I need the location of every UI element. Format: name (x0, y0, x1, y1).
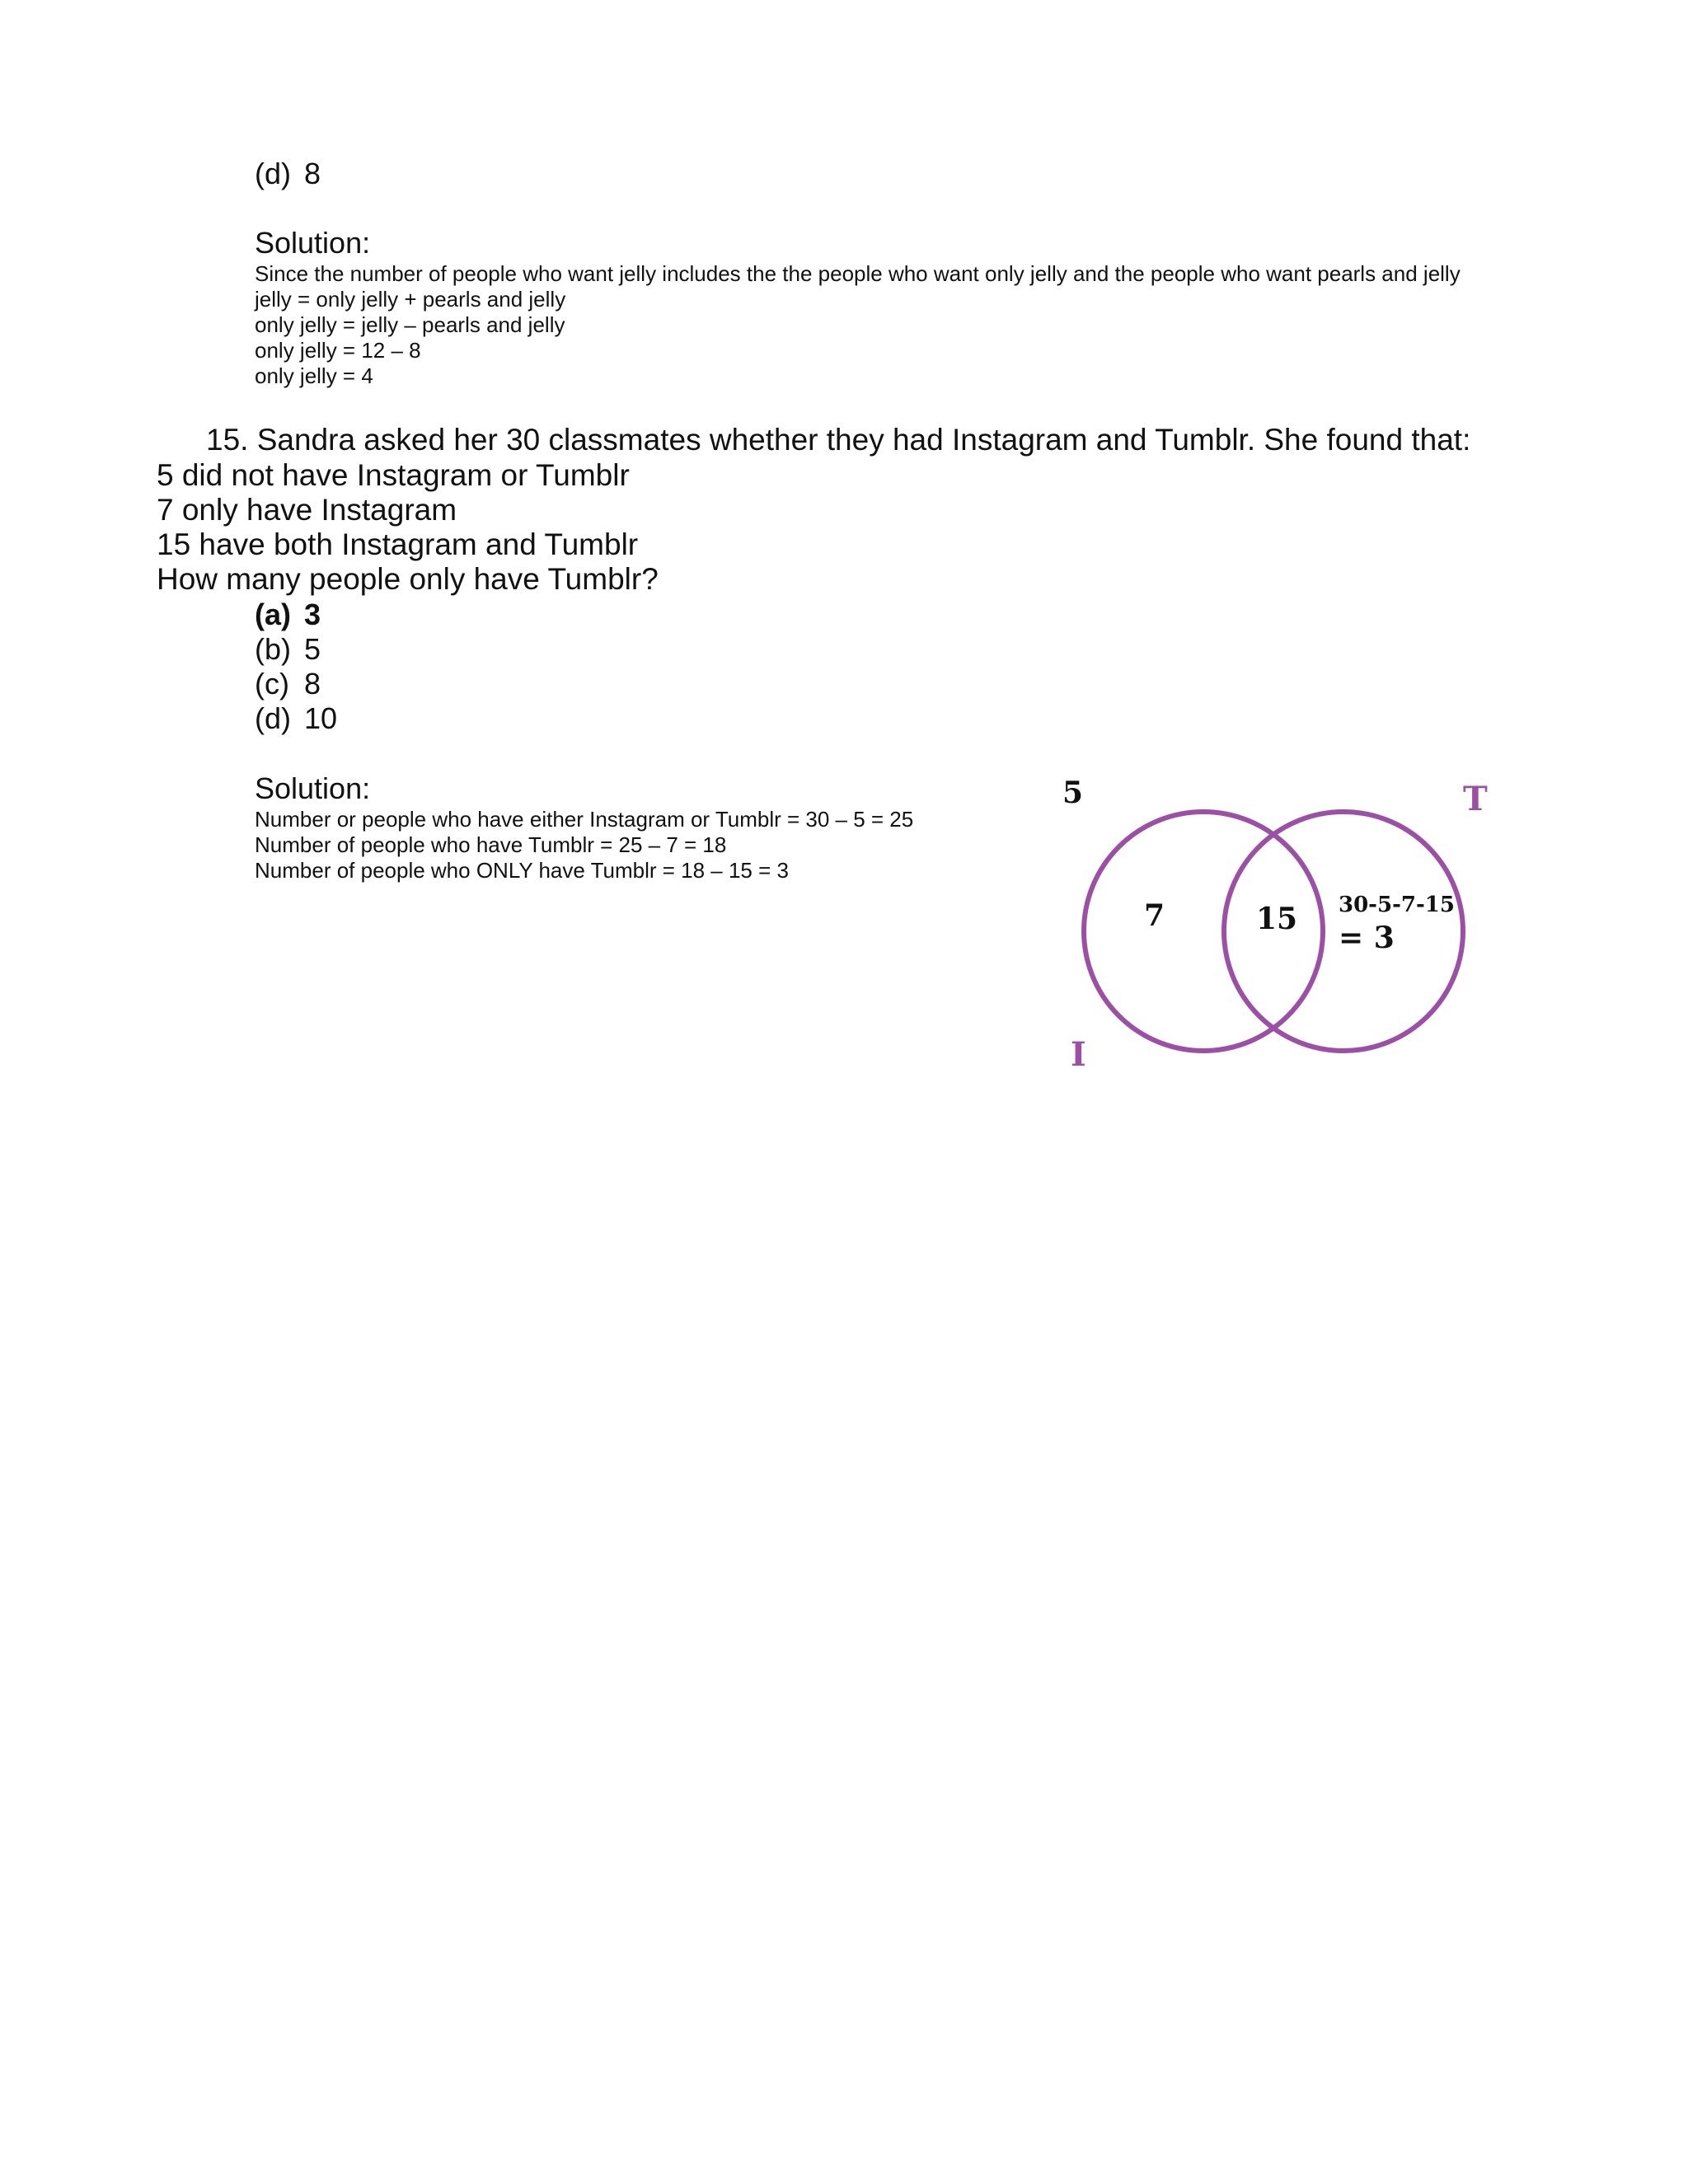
solution-line: only jelly = 4 (255, 363, 373, 388)
venn-both: 15 (1256, 902, 1298, 936)
option-label: (c) (255, 667, 289, 701)
question-stem: 15. Sandra asked her 30 classmates whether they had Instagram and Tumblr. She found that: (206, 423, 1471, 457)
option-label: (d) (255, 157, 291, 190)
solution-line: Number of people who have Tumblr = 25 – 7 = 18 (255, 832, 727, 857)
question-fact: 5 did not have Instagram or Tumblr (157, 458, 630, 492)
option-label: (d) (255, 701, 291, 735)
option-text: 3 (304, 598, 321, 631)
solution-title: Solution: (255, 771, 371, 805)
option-label: (b) (255, 632, 291, 666)
option-text: 5 (304, 632, 321, 666)
venn-only-tumblr-result: = 3 (1339, 921, 1395, 955)
venn-set-label-tumblr: T (1463, 780, 1488, 818)
question-fact: 7 only have Instagram (157, 493, 457, 527)
option-text: 8 (304, 667, 321, 701)
option-d (255, 701, 337, 736)
solution-line: only jelly = jelly – pearls and jelly (255, 312, 565, 337)
venn-set-label-instagram: I (1071, 1035, 1086, 1074)
option-label: (a) (255, 598, 291, 631)
solution-title: Solution: (255, 226, 371, 260)
venn-diagram (1055, 766, 1500, 1080)
solution-line: Number of people who ONLY have Tumblr = 18 – 15 = 3 (255, 858, 789, 883)
solution-line: Number or people who have either Instagram or Tumblr = 30 – 5 = 25 (255, 807, 914, 832)
solution-line: jelly = only jelly + pearls and jelly (255, 287, 566, 312)
option-c (255, 667, 321, 701)
option-d (255, 157, 321, 191)
venn-only-tumblr-expression: 30-5-7-15 (1339, 893, 1455, 917)
venn-only-instagram: 7 (1144, 898, 1165, 933)
solution-line: only jelly = 12 – 8 (255, 338, 421, 363)
option-a (255, 598, 321, 632)
option-b (255, 632, 321, 667)
option-text: 10 (304, 701, 338, 735)
question-fact: 15 have both Instagram and Tumblr (157, 527, 639, 561)
question-ask: How many people only have Tumblr? (157, 562, 659, 596)
solution-line: Since the number of people who want jelly includes the the people who want only jelly and the people who want pearls and jelly (255, 261, 1461, 286)
option-text: 8 (304, 157, 321, 190)
venn-outside-count: 5 (1062, 776, 1084, 810)
